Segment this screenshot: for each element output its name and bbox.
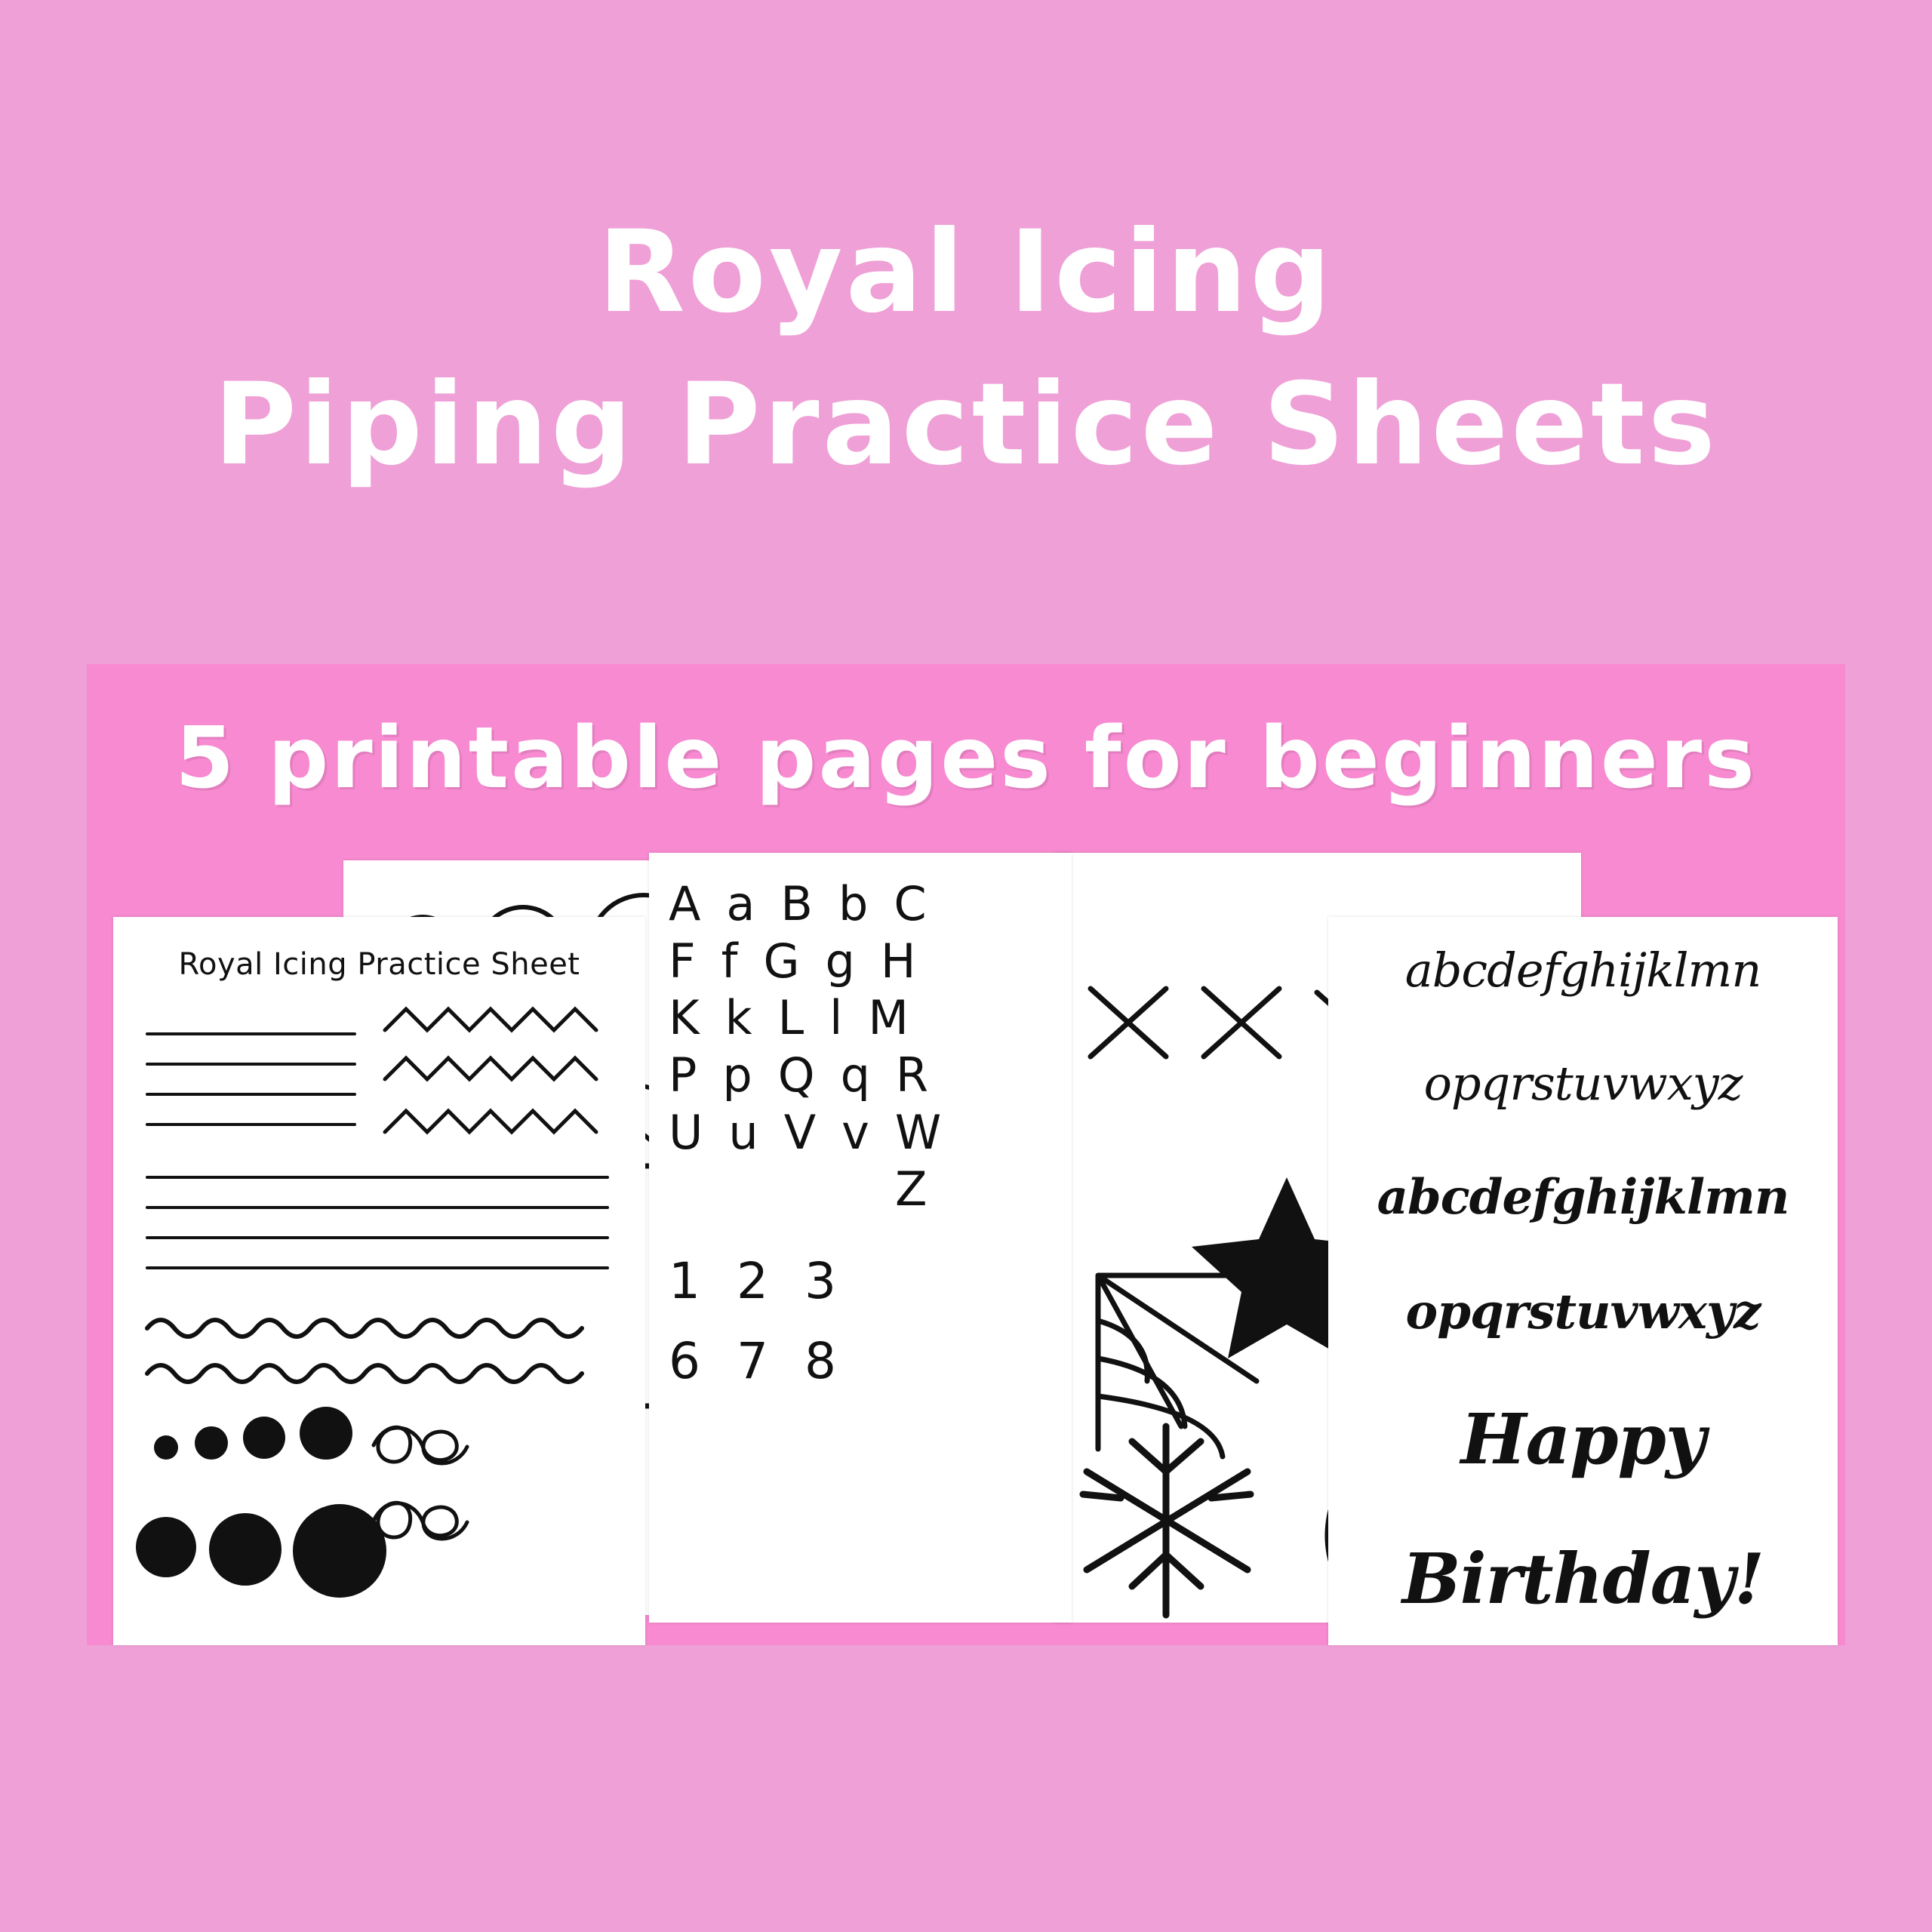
script-lines [1328,917,1838,1645]
sheet-heading: Royal Icing Practice Sheet [178,947,580,982]
script-line: Birthday! [1401,1538,1764,1620]
title-line-2: Piping Practice Sheets [214,359,1718,491]
lines-artwork [113,917,645,1645]
alphabet-grid [649,853,1072,1623]
practice-sheet-script [1328,917,1838,1645]
numbers-row: 1 2 3 [669,1251,836,1310]
subtitle-text: 5 printable pages for beginners [175,709,1757,808]
numbers-row: 6 7 8 [669,1332,836,1391]
title-line-1: Royal Icing [598,207,1334,338]
alphabet-row: Z [895,1161,928,1217]
alphabet-row: F f G g H [669,933,916,989]
alphabet-row: A a B b C [669,876,927,931]
alphabet-row: K k L l M [669,990,909,1046]
script-line: abcdefghijklmn [1404,943,1761,998]
script-line: abcdefghijklmn [1377,1169,1789,1226]
alphabet-row: P p Q q R [669,1047,929,1103]
practice-sheet-alphabet [649,853,1072,1623]
dots-group [136,1407,386,1598]
practice-sheet-lines [113,917,645,1645]
script-line: Happy [1460,1398,1706,1480]
script-line: opqrstuvwxyz [1405,1284,1761,1340]
script-line: opqrstuvwxyz [1423,1056,1743,1111]
page-title [0,207,1932,491]
alphabet-row: U u V v W [669,1104,942,1160]
